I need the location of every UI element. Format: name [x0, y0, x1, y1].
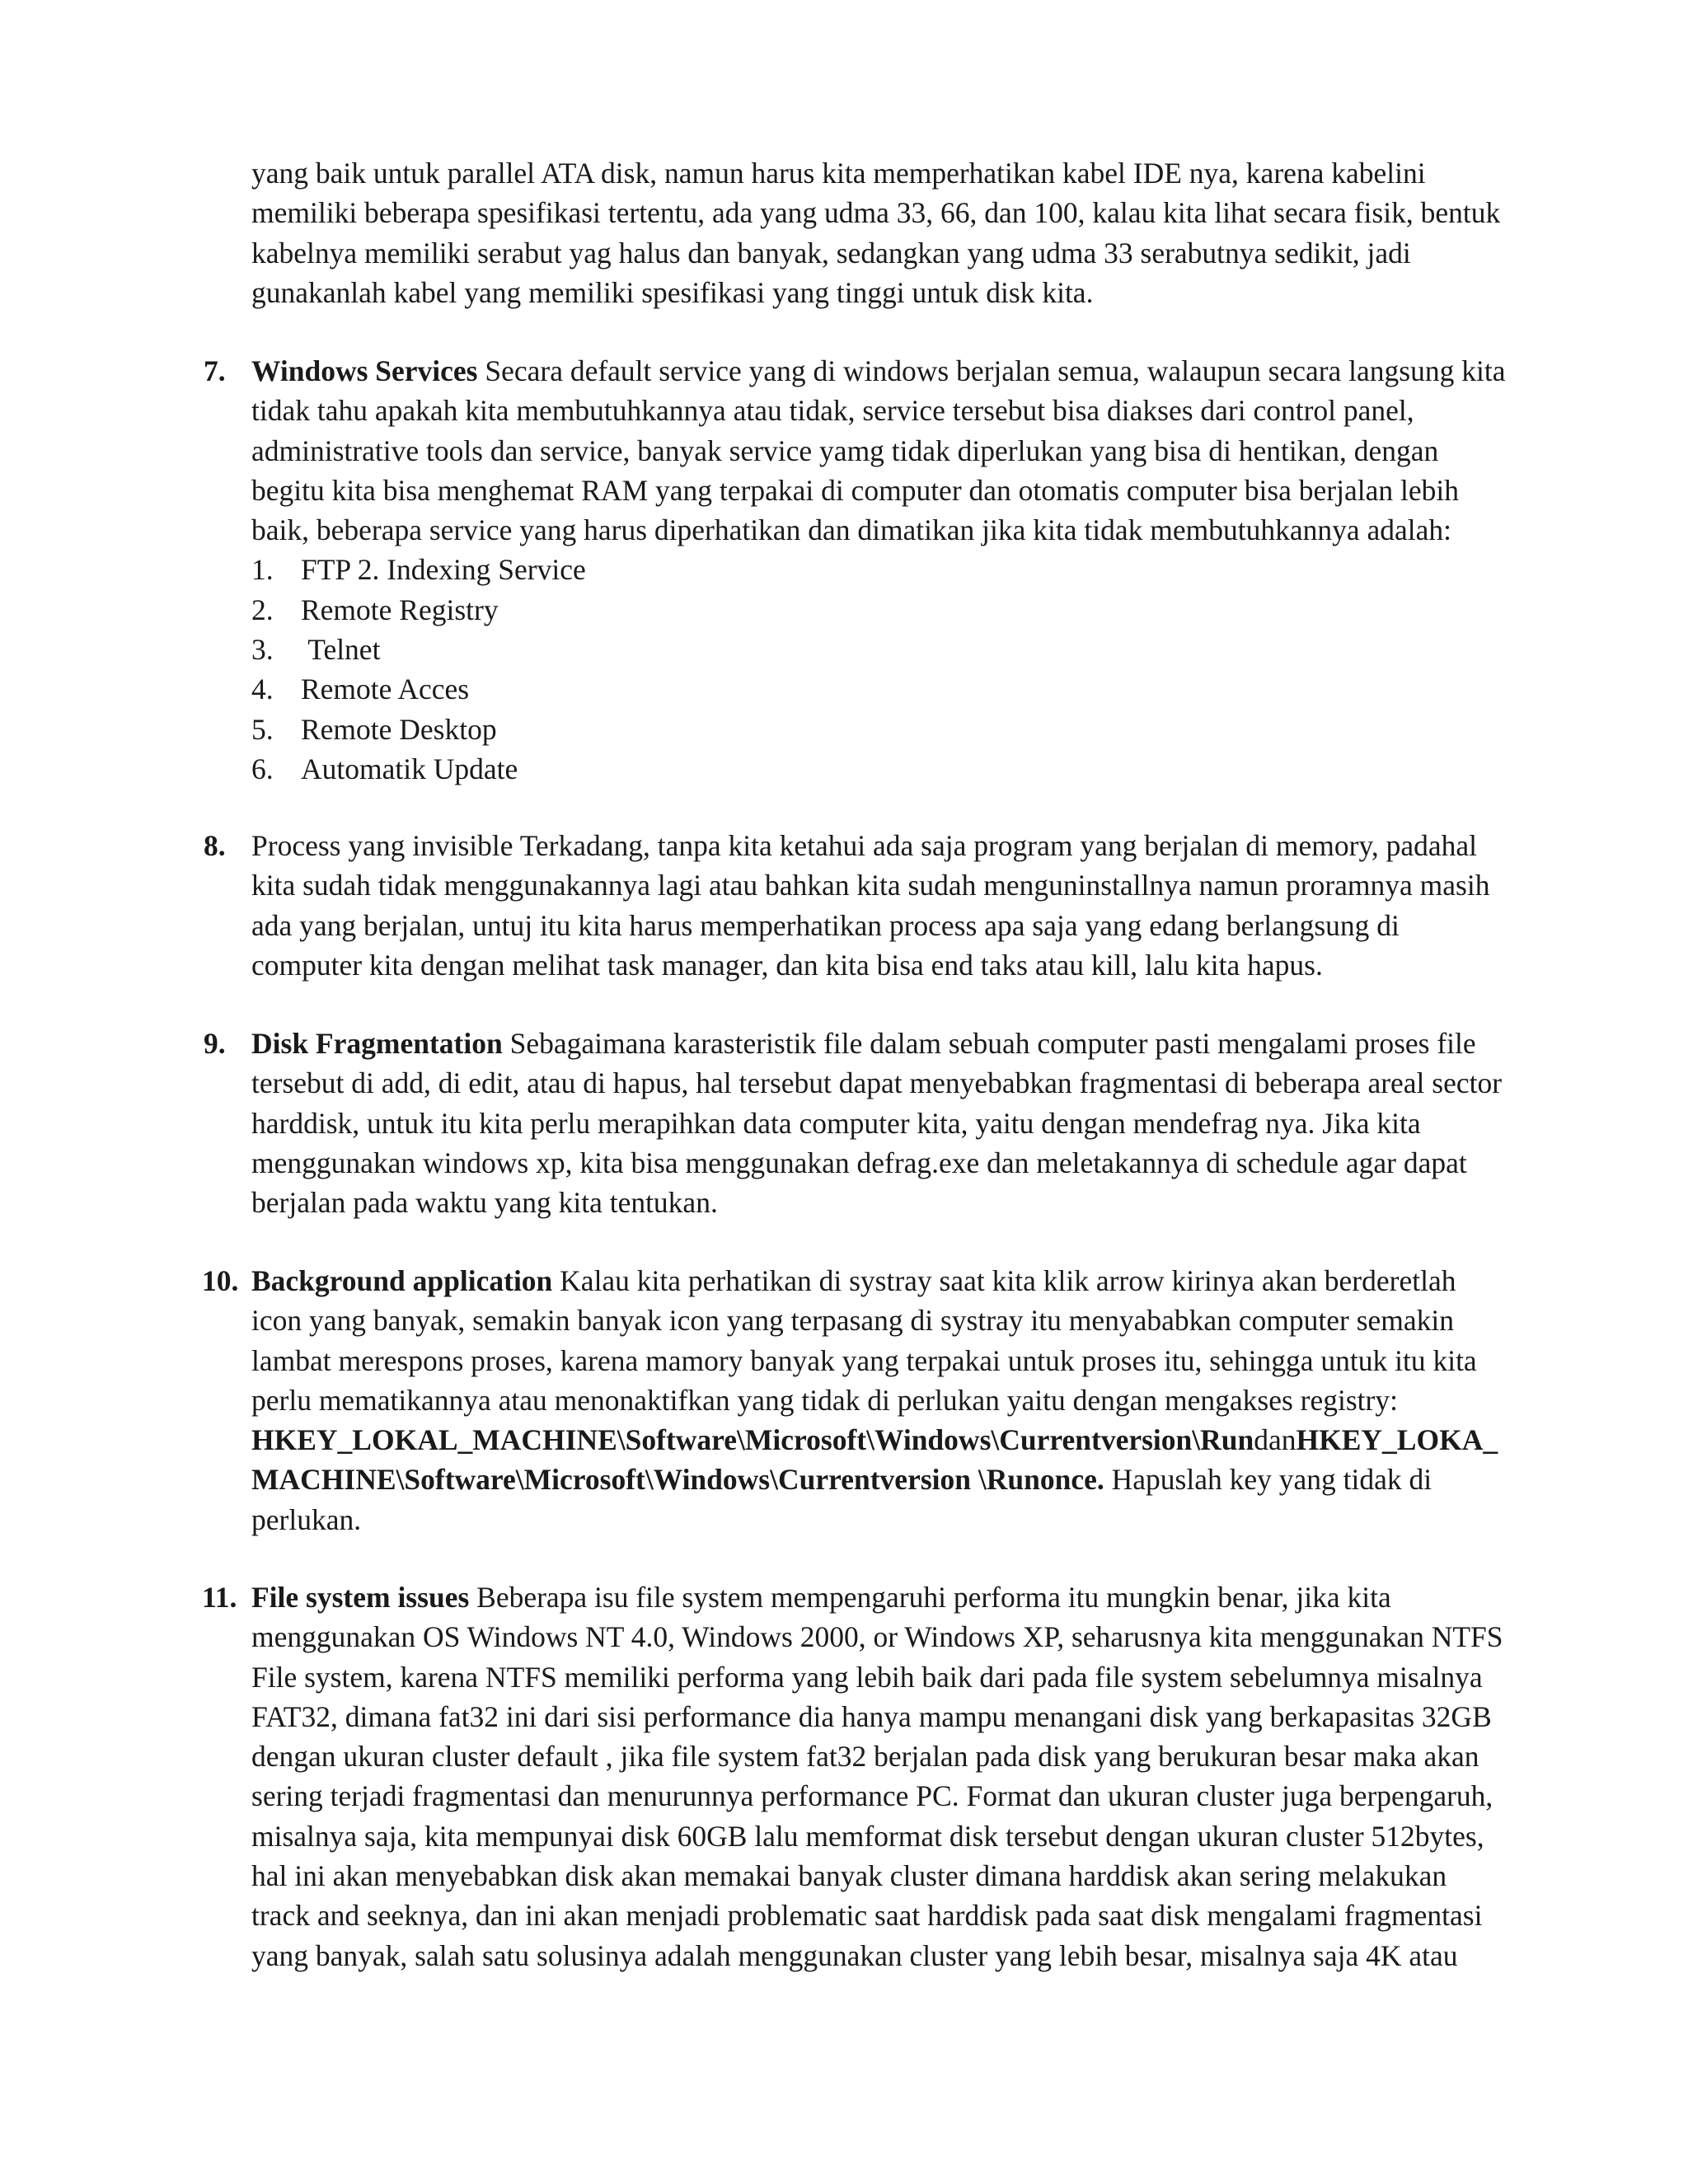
- item-heading: Windows Services: [251, 354, 478, 387]
- sub-list-item: [251, 630, 1550, 669]
- item-text: Secara default service yang di windows berjalan semua, walaupun secara langsung kita: [477, 354, 1506, 387]
- text-line: menggunakan windows xp, kita bisa menggunakan defrag.exe dan meletakannya di schedule agar dapat: [251, 1146, 1467, 1179]
- registry-path: HKEY_LOKAL_MACHINE\Software\Microsoft\Windows\Currentversion\Run: [251, 1423, 1254, 1457]
- text-line: File system, karena NTFS memiliki performa yang lebih baik dari pada file system sebelumnya misalnya: [251, 1660, 1483, 1694]
- list-item-11: [202, 1577, 1550, 1975]
- text-line: [251, 1024, 1550, 1063]
- text-line: hal ini akan menyebabkan disk akan memakai banyak cluster dimana harddisk akan sering melakukan: [251, 1859, 1447, 1893]
- text-line: berjalan pada waktu yang kita tentukan.: [251, 1186, 718, 1220]
- text-line: [251, 351, 1550, 391]
- list-item-10: [202, 1261, 1550, 1540]
- text-line: begitu kita bisa menghemat RAM yang terpakai di computer dan otomatis computer bisa berjalan lebih: [251, 473, 1459, 507]
- text-line: tersebut di add, di edit, atau di hapus, hal tersebut dapat menyebabkan fragmentasi di beberapa areal sector: [251, 1066, 1503, 1100]
- sub-item-text: Remote Acces: [301, 673, 470, 706]
- sub-list-item: [251, 710, 1550, 749]
- registry-path: MACHINE\Software\Microsoft\Windows\Currentversion \Runonce.: [251, 1463, 1104, 1497]
- conjunction-text: dan: [1254, 1423, 1296, 1457]
- sub-list-item: [251, 669, 1550, 709]
- text-line: ada yang berjalan, untuj itu kita harus memperhatikan process apa saja yang edang berlangsung di: [251, 908, 1400, 942]
- text-line: [251, 1577, 1550, 1617]
- text-line: FAT32, dimana fat32 ini dari sisi performance dia hanya mampu menangani disk yang berkapasitas 32GB: [251, 1699, 1492, 1733]
- text-line: harddisk, untuk itu kita perlu merapihkan data computer kita, yaitu dengan mendefrag nya. Jika kita: [251, 1106, 1421, 1140]
- item-heading: Background application: [251, 1264, 553, 1297]
- registry-path-line: [251, 1460, 1550, 1499]
- text-line: sering terjadi fragmentasi dan menurunnya performance PC. Format dan ukuran cluster juga berpengaruh,: [251, 1779, 1493, 1813]
- item-heading: Disk Fragmentation: [251, 1027, 503, 1060]
- text-line: administrative tools dan service, banyak service yamg tidak diperlukan yang bisa di hentikan, dengan: [251, 434, 1439, 467]
- item-heading: File system issues: [251, 1581, 470, 1614]
- text-line: lambat merespons proses, karena mamory banyak yang terpakai untuk proses itu, sehingga untuk itu kita: [251, 1343, 1477, 1377]
- text-line: misalnya saja, kita mempunyai disk 60GB lalu memformat disk tersebut dengan ukuran cluster 512bytes,: [251, 1819, 1484, 1853]
- text-line: [251, 1261, 1550, 1301]
- sub-item-text: FTP 2. Indexing Service: [301, 553, 586, 587]
- list-item-9: [204, 1024, 1550, 1222]
- text-line: track and seeknya, dan ini akan menjadi problematic saat harddisk pada saat disk mengalami fragmentasi: [251, 1899, 1483, 1933]
- text-line: perlukan.: [251, 1502, 362, 1536]
- sub-item-number: 6.: [251, 752, 274, 785]
- text-line: Process yang invisible Terkadang, tanpa kita ketahui ada saja program yang berjalan di memory, padahal: [251, 829, 1478, 862]
- sub-list-item: [251, 550, 1550, 589]
- sub-item-text: Remote Registry: [301, 593, 499, 626]
- item-text: Sebagaimana karasteristik file dalam sebuah computer pasti mengalami proses file: [502, 1027, 1476, 1060]
- list-item-7: [204, 351, 1550, 789]
- text-line: dengan ukuran cluster default , jika file system fat32 berjalan pada disk yang berukuran besar maka akan: [251, 1740, 1479, 1774]
- text-line: baik, beberapa service yang harus diperhatikan dan dimatikan jika kita tidak membutuhkannya adalah:: [251, 513, 1451, 547]
- text-line: memiliki beberapa spesifikasi tertentu, ada yang udma 33, 66, dan 100, kalau kita lihat secara fisik, bentuk: [251, 196, 1501, 230]
- item-number: 9.: [204, 1027, 226, 1060]
- item-number: 10.: [202, 1264, 239, 1297]
- text-line: gunakanlah kabel yang memiliki spesifikasi yang tinggi untuk disk kita.: [251, 275, 1094, 309]
- item-text: Kalau kita perhatikan di systray saat kita klik arrow kirinya akan berderetlah: [552, 1264, 1456, 1297]
- item-number: 11.: [202, 1581, 237, 1614]
- text-line: menggunakan OS Windows NT 4.0, Windows 2000, or Windows XP, seharusnya kita menggunakan NTFS: [251, 1620, 1503, 1654]
- text-line: icon yang banyak, semakin banyak icon yang terpasang di systray itu menyababkan computer semakin: [251, 1304, 1455, 1338]
- text-line: kita sudah tidak menggunakannya lagi atau bahkan kita sudah menguninstallnya namun proramnya masih: [251, 869, 1490, 902]
- intro-paragraph: [251, 153, 1550, 312]
- registry-path: HKEY_LOKA_: [1296, 1423, 1498, 1457]
- item-text: Beberapa isu file system mempengaruhi performa itu mungkin benar, jika kita: [469, 1581, 1391, 1614]
- text-line: perlu mematikannya atau menonaktifkan yang tidak di perlukan yaitu dengan mengakses registry:: [251, 1383, 1398, 1417]
- sub-item-number: 5.: [251, 712, 274, 746]
- item-number: 7.: [204, 354, 226, 387]
- sub-item-number: 2.: [251, 593, 274, 626]
- sub-item-text: Remote Desktop: [301, 712, 497, 746]
- sub-list-item: [251, 590, 1550, 630]
- sub-list-item: [251, 749, 1550, 789]
- sub-item-text: Automatik Update: [301, 752, 518, 785]
- item-number: 8.: [204, 829, 226, 862]
- text-line: computer kita dengan melihat task manager, dan kita bisa end taks atau kill, lalu kita hapus.: [251, 948, 1323, 982]
- registry-path-line: [251, 1420, 1550, 1460]
- sub-item-number: 3.: [251, 633, 274, 667]
- list-item-8: [204, 826, 1550, 985]
- text-line: kabelnya memiliki serabut yag halus dan banyak, sedangkan yang udma 33 serabutnya sedikit, jadi: [251, 236, 1411, 269]
- item-text: Hapuslah key yang tidak di: [1104, 1463, 1432, 1497]
- text-line: yang baik untuk parallel ATA disk, namun harus kita memperhatikan kabel IDE nya, karena kabelini: [251, 157, 1426, 190]
- text-line: tidak tahu apakah kita membutuhkannya atau tidak, service tersebut bisa diakses dari control panel,: [251, 394, 1414, 428]
- sub-item-number: 4.: [251, 673, 274, 706]
- sub-item-text: Telnet: [301, 633, 381, 667]
- sub-item-number: 1.: [251, 553, 274, 587]
- text-line: yang banyak, salah satu solusinya adalah menggunakan cluster yang lebih besar, misalnya saja 4K atau: [251, 1938, 1458, 1972]
